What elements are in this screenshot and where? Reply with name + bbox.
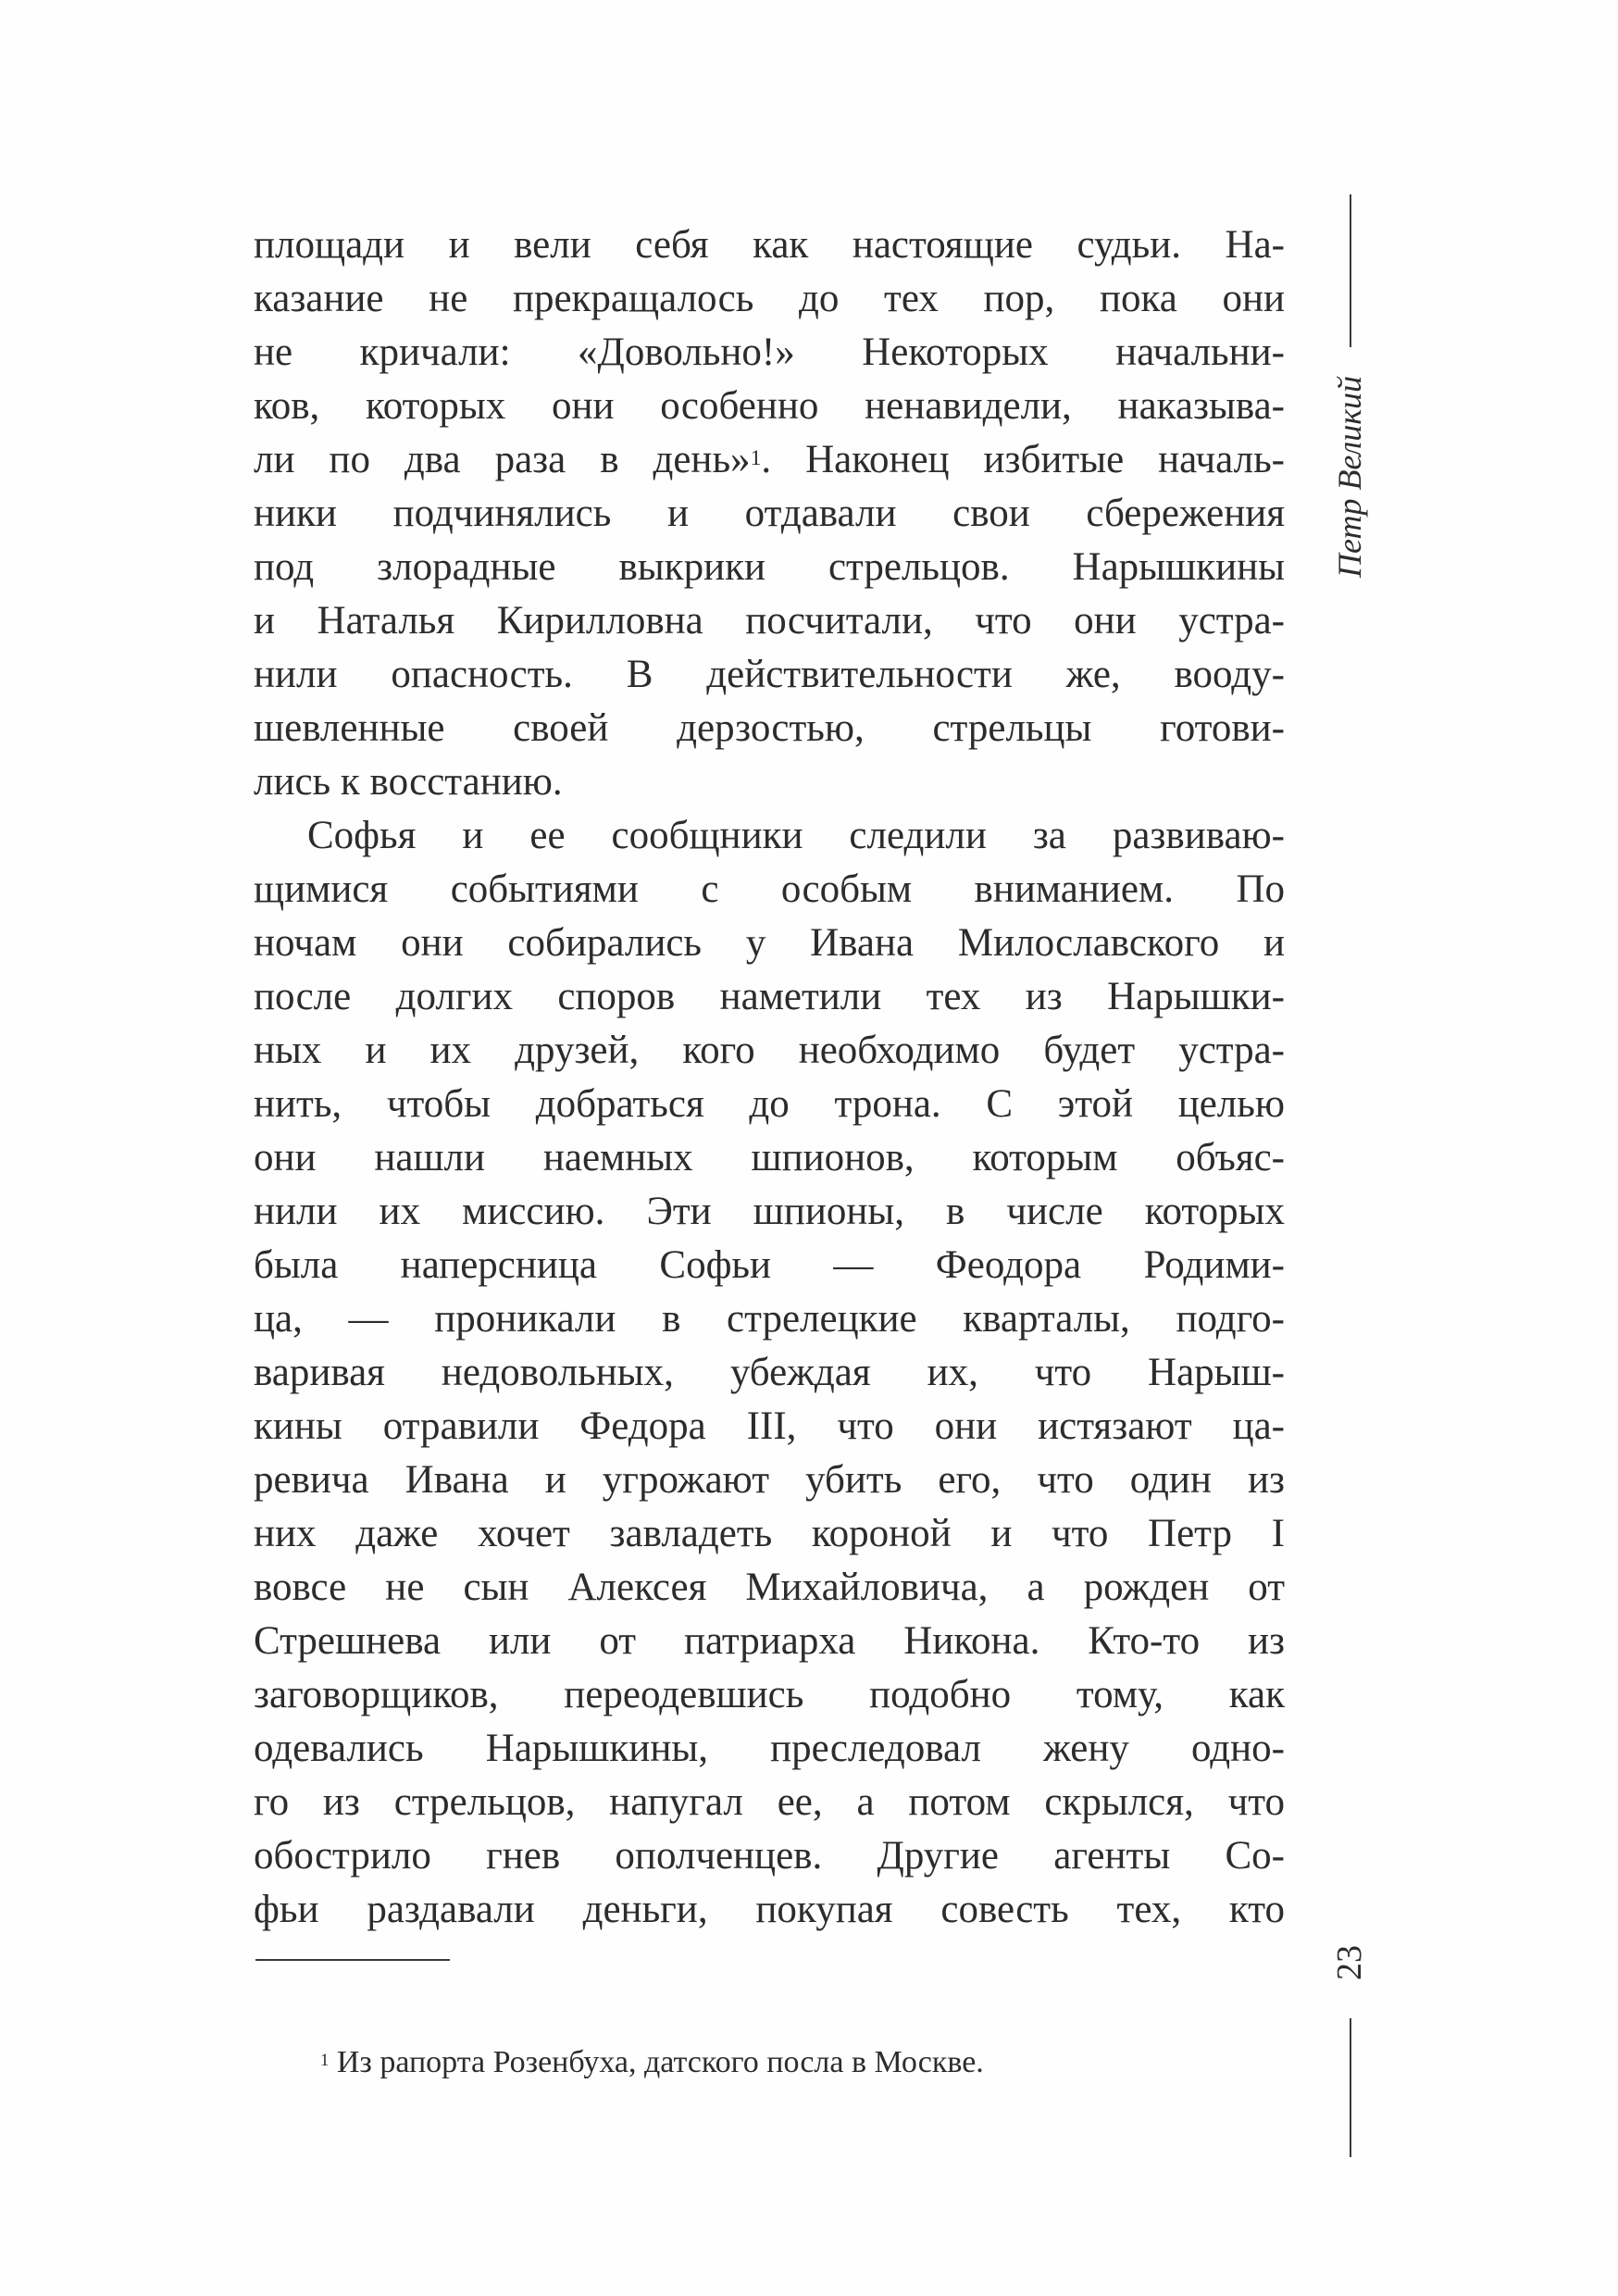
text-line: них даже хочет завладеть короной и что Петр I [254,1512,1285,1555]
side-rule-bottom [1350,2018,1351,2157]
text-line: варивая недовольных, убеждая их, что Нарыш- [254,1351,1285,1394]
paragraph-2 [254,809,1285,1937]
text-line: обострило гнев ополченцев. Другие агенты Со- [254,1834,1285,1878]
text-line: ники подчинялись и отдавали свои сбережения [254,492,1285,535]
text-line-with-footnote [254,433,1285,487]
text-line: ревича Ивана и угрожают убить его, что один из [254,1458,1285,1502]
text-line: нить, чтобы добраться до трона. С этой целью [254,1082,1285,1126]
side-rule-top [1350,194,1351,347]
text-line: одевались Нарышкины, преследовал жену одно- [254,1727,1285,1770]
text-line: ных и их друзей, кого необходимо будет устра- [254,1029,1285,1072]
text-line: нили опасность. В действительности же, вооду- [254,653,1285,696]
text-line: заговорщиков, переодевшись подобно тому, как [254,1673,1285,1716]
body-text [254,218,1285,1937]
footnote-text: Из рапорта Розенбуха, датского посла в Москве. [329,2045,984,2079]
text-line-part: ли по два раза в день» [254,438,751,481]
footnote-mark: 1 [320,2051,330,2070]
text-line: го из стрельцов, напугал ее, а потом скрылся, что [254,1780,1285,1824]
text-line: фьи раздавали деньги, покупая совесть тех, кто [254,1888,1285,1931]
paragraph-1 [254,218,1285,809]
text-line: шевленные своей дерзостью, стрельцы готови- [254,706,1285,750]
text-line: ночам они собирались у Ивана Милославского и [254,921,1285,965]
page-number-text: 23 [1330,1945,1369,1980]
text-line: нили их миссию. Эти шпионы, в числе которых [254,1190,1285,1233]
footnote [320,2042,984,2083]
text-line: казание не прекращалось до тех пор, пока они [254,277,1285,320]
text-line: вовсе не сын Алексея Михайловича, а рожден от [254,1566,1285,1609]
footnote-divider [255,1959,450,1961]
text-line: щимися событиями с особым вниманием. По [254,867,1285,911]
text-line: кины отравили Федора III, что они истязают ца- [254,1404,1285,1448]
text-line: Софья и ее сообщники следили за развиваю- [307,814,1285,857]
text-line: была наперсница Софьи — Феодора Родими- [254,1243,1285,1287]
text-line: они нашли наемных шпионов, которым объяс- [254,1136,1285,1179]
text-line: ца, — проникали в стрелецкие кварталы, подго- [254,1297,1285,1341]
text-line: под злорадные выкрики стрельцов. Нарышкины [254,545,1285,589]
running-head [1296,352,1403,602]
text-line: не кричали: «Довольно!» Некоторых начальни- [254,331,1285,374]
text-line: Стрешнева или от патриарха Никона. Кто-то из [254,1619,1285,1663]
page-number [1296,1926,1403,2000]
text-line: ков, которых они особенно ненавидели, наказыва- [254,384,1285,428]
running-head-text: Петр Великий [1331,375,1369,579]
text-line: площади и вели себя как настоящие судьи. На- [254,223,1285,267]
footnote-reference[interactable]: 1 [750,446,762,470]
text-line-part: . Наконец избитые началь- [761,438,1285,481]
text-line: лись к восстанию. [254,760,563,804]
text-line: после долгих споров наметили тех из Нарышки- [254,975,1285,1018]
text-line: и Наталья Кирилловна посчитали, что они устра- [254,599,1285,643]
